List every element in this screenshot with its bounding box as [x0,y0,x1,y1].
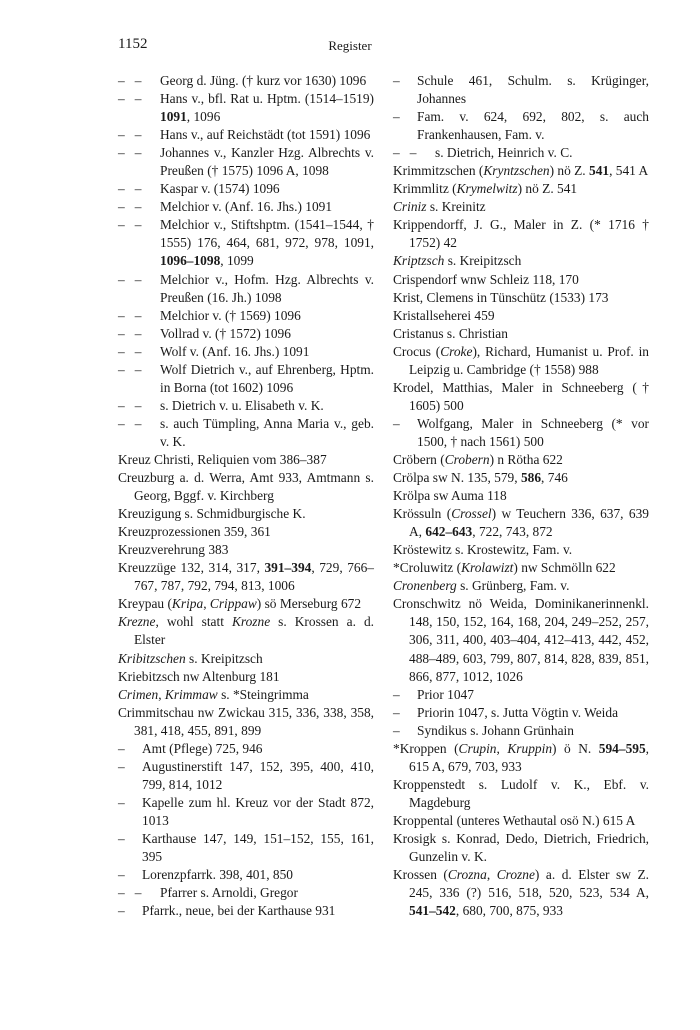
index-entry: Krossen (Crozna, Crozne) a. d. Elster sw Z. 245, 336 (?) 516, 518, 520, 523, 534 A, 541–542, 680, 700, 875, 933 [393,867,649,919]
index-entry: *Kroppen (Crupin, Kruppin) ö N. 594–595, 615 A, 679, 703, 933 [393,740,650,774]
index-entry: Cristanus s. Christian [393,325,508,341]
index-entry: Cröbern (Crobern) n Rötha 622 [393,451,563,467]
index-subentry: – Karthause 147, 149, 151–152, 155, 161, 395 [118,830,374,866]
index-subentry: – Fam. v. 624, 692, 802, s. auch Frankenhausen, Fam. v. [393,108,649,144]
index-entry: Kreuzzüge 132, 314, 317, 391–394, 729, 766–767, 787, 792, 794, 813, 1006 [118,560,374,594]
index-entry: Kreuz Christi, Reliquien vom 386–387 [118,451,327,467]
index-entry: Cronenberg s. Grünberg, Fam. v. [393,578,570,594]
index-entry: Crocus (Croke), Richard, Humanist u. Prof. in Leipzig u. Cambridge († 1558) 988 [393,343,649,377]
index-subentry: – – s. Dietrich v. u. Elisabeth v. K. [118,397,374,415]
index-entry: Krössuln (Crossel) w Teuchern 336, 637, 639 A, 642–643, 722, 743, 872 [393,506,649,540]
index-entry: Kreuzverehrung 383 [118,542,229,558]
index-entry: Kribitzschen s. Kreipitzsch [118,650,263,666]
index-entry: Krosigk s. Konrad, Dedo, Dietrich, Friedrich, Gunzelin v. K. [393,830,649,865]
index-subentry: – – Kaspar v. (1574) 1096 [118,180,374,198]
index-entry: Crispendorf wnw Schleiz 118, 170 [393,271,579,287]
index-entry: *Croluwitz (Krolawizt) nw Schmölln 622 [393,560,616,576]
index-entry: Kroppenstedt s. Ludolf v. K., Ebf. v. Magdeburg [393,776,649,810]
index-entry: Kreuzprozessionen 359, 361 [118,524,271,540]
index-entry: Kröstewitz s. Krostewitz, Fam. v. [393,542,573,558]
index-subentry: – – Melchior v. (Anf. 16. Jhs.) 1091 [118,198,374,216]
index-subentry: – – Wolf v. (Anf. 16. Jhs.) 1091 [118,343,374,361]
index-subentry: – – Melchior v., Stiftshptm. (1541–1544, † 1555) 176, 464, 681, 972, 978, 1091, 1096–1098, 1099 [118,216,374,270]
index-subentry: – – Johannes v., Kanzler Hzg. Albrechts v. Preußen († 1575) 1096 A, 1098 [118,144,374,180]
index-entry: Crimen, Krimmaw s. *Steingrimma [118,686,309,702]
index-subentry: – Augustinerstift 147, 152, 395, 400, 410, 799, 814, 1012 [118,758,374,794]
index-subentry: – Pfarrk., neue, bei der Karthause 931 [118,902,374,920]
index-column-left [118,72,374,920]
index-entry: Kriebitzsch nw Altenburg 181 [118,668,280,684]
index-entry: Kristallseherei 459 [393,307,495,323]
index-subentry: – Kapelle zum hl. Kreuz vor der Stadt 872, 1013 [118,794,374,830]
index-entry: Criniz s. Kreinitz [393,199,486,215]
index-entry: Kreuzigung s. Schmidburgische K. [118,506,306,522]
index-subentry: – – s. Dietrich, Heinrich v. C. [393,144,649,162]
index-subentry: – Syndikus s. Johann Grünhain [393,722,649,740]
index-entry: Kroppental (unteres Wethautal osö N.) 615 A [393,812,636,828]
index-subentry: – – Melchior v. († 1569) 1096 [118,307,374,325]
index-entry: Krölpa sw Auma 118 [393,488,507,504]
index-subentry: – – Vollrad v. († 1572) 1096 [118,325,374,343]
index-entry: Kreypau (Kripa, Crippaw) sö Merseburg 672 [118,596,362,612]
index-entry: Crölpa sw N. 135, 579, 586, 746 [393,470,568,486]
index-subentry: – – Hans v., auf Reichstädt (tot 1591) 1096 [118,126,374,144]
index-column-right [393,72,649,920]
index-subentry: – – Melchior v., Hofm. Hzg. Albrechts v. Preußen (16. Jh.) 1098 [118,271,374,307]
index-subentry: – Wolfgang, Maler in Schneeberg (* vor 1500, † nach 1561) 500 [393,415,649,451]
index-subentry: – Prior 1047 [393,686,649,704]
index-entry: Creuzburg a. d. Werra, Amt 933, Amtmann s. Georg, Bggf. v. Kirchberg [118,470,374,504]
index-subentry: – – Georg d. Jüng. († kurz vor 1630) 1096 [118,72,374,90]
index-subentry: – – Hans v., bfl. Rat u. Hptm. (1514–1519) 1091, 1096 [118,90,374,126]
index-subentry: – Lorenzpfarrk. 398, 401, 850 [118,866,374,884]
index-subentry: – – Pfarrer s. Arnoldi, Gregor [118,884,374,902]
index-entry: Krimmitzschen (Kryntzschen) nö Z. 541, 541 A [393,163,649,179]
index-subentry: – – s. auch Tümpling, Anna Maria v., geb. v. K. [118,415,374,451]
index-entry: Crimmitschau nw Zwickau 315, 336, 338, 358, 381, 418, 455, 891, 899 [118,704,374,738]
index-entry: Krist, Clemens in Tünschütz (1533) 173 [393,289,609,305]
index-subentry: – Amt (Pflege) 725, 946 [118,740,374,758]
index-entry: Krezne, wohl statt Krozne s. Krossen a. d. Elster [118,614,374,648]
index-entry: Krodel, Matthias, Maler in Schneeberg († 1605) 500 [393,379,649,413]
page-number: 1152 [118,36,148,52]
index-entry: Kriptzsch s. Kreipitzsch [393,253,522,269]
index-entry: Cronschwitz nö Weida, Dominikanerinnenkl. 148, 150, 152, 164, 168, 204, 249–252, 257, 306, 311, 400, 403–404, 412–413, 442, 452, 488–489, 603, 799, 807, 814, 828, 839, 851, 866, 877, 1012, 1026 [393,596,649,684]
index-subentry: – – Wolf Dietrich v., auf Ehrenberg, Hptm. in Borna (tot 1602) 1096 [118,361,374,397]
index-entry: Krippendorff, J. G., Maler in Z. (* 1716 † 1752) 42 [393,217,649,251]
running-head: Register [328,38,372,53]
index-entry: Krimmlitz (Krymelwitz) nö Z. 541 [393,181,578,197]
index-subentry: – Priorin 1047, s. Jutta Vögtin v. Weida [393,704,649,722]
index-subentry: – Schule 461, Schulm. s. Krüginger, Johannes [393,72,649,108]
